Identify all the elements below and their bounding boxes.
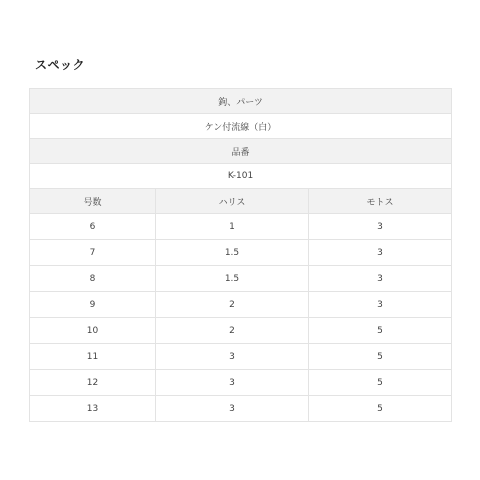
column-header-motosu: モトス <box>309 189 452 214</box>
table-row <box>30 292 452 318</box>
cell-size: 9 <box>30 292 156 318</box>
table-row <box>30 214 452 240</box>
table-row <box>30 266 452 292</box>
product-name-cell: ケン付流線（白） <box>30 114 452 139</box>
cell-size: 11 <box>30 344 156 370</box>
cell-size: 6 <box>30 214 156 240</box>
part-number-label-row <box>30 139 452 164</box>
cell-harisu: 2 <box>156 318 309 344</box>
table-row <box>30 240 452 266</box>
cell-size: 8 <box>30 266 156 292</box>
cell-motosu: 3 <box>309 266 452 292</box>
column-header-harisu: ハリス <box>156 189 309 214</box>
category-row <box>30 89 452 114</box>
cell-motosu: 5 <box>309 344 452 370</box>
cell-motosu: 5 <box>309 370 452 396</box>
part-number-label-cell: 品番 <box>30 139 452 164</box>
cell-size: 10 <box>30 318 156 344</box>
cell-harisu: 1 <box>156 214 309 240</box>
cell-harisu: 3 <box>156 370 309 396</box>
cell-motosu: 3 <box>309 214 452 240</box>
cell-size: 12 <box>30 370 156 396</box>
cell-harisu: 2 <box>156 292 309 318</box>
part-number-row <box>30 164 452 189</box>
cell-size: 7 <box>30 240 156 266</box>
cell-harisu: 3 <box>156 396 309 422</box>
part-number-cell: K-101 <box>30 164 452 189</box>
cell-motosu: 3 <box>309 292 452 318</box>
cell-motosu: 5 <box>309 396 452 422</box>
table-row <box>30 396 452 422</box>
category-cell: 鉤、パーツ <box>30 89 452 114</box>
table-row <box>30 370 452 396</box>
cell-motosu: 5 <box>309 318 452 344</box>
product-name-row <box>30 114 452 139</box>
cell-harisu: 3 <box>156 344 309 370</box>
spec-table <box>29 88 452 422</box>
column-header-size: 号数 <box>30 189 156 214</box>
cell-harisu: 1.5 <box>156 266 309 292</box>
table-row <box>30 318 452 344</box>
section-title: スペック <box>35 58 86 72</box>
cell-size: 13 <box>30 396 156 422</box>
cell-motosu: 3 <box>309 240 452 266</box>
cell-harisu: 1.5 <box>156 240 309 266</box>
column-header-row <box>30 189 452 214</box>
table-row <box>30 344 452 370</box>
